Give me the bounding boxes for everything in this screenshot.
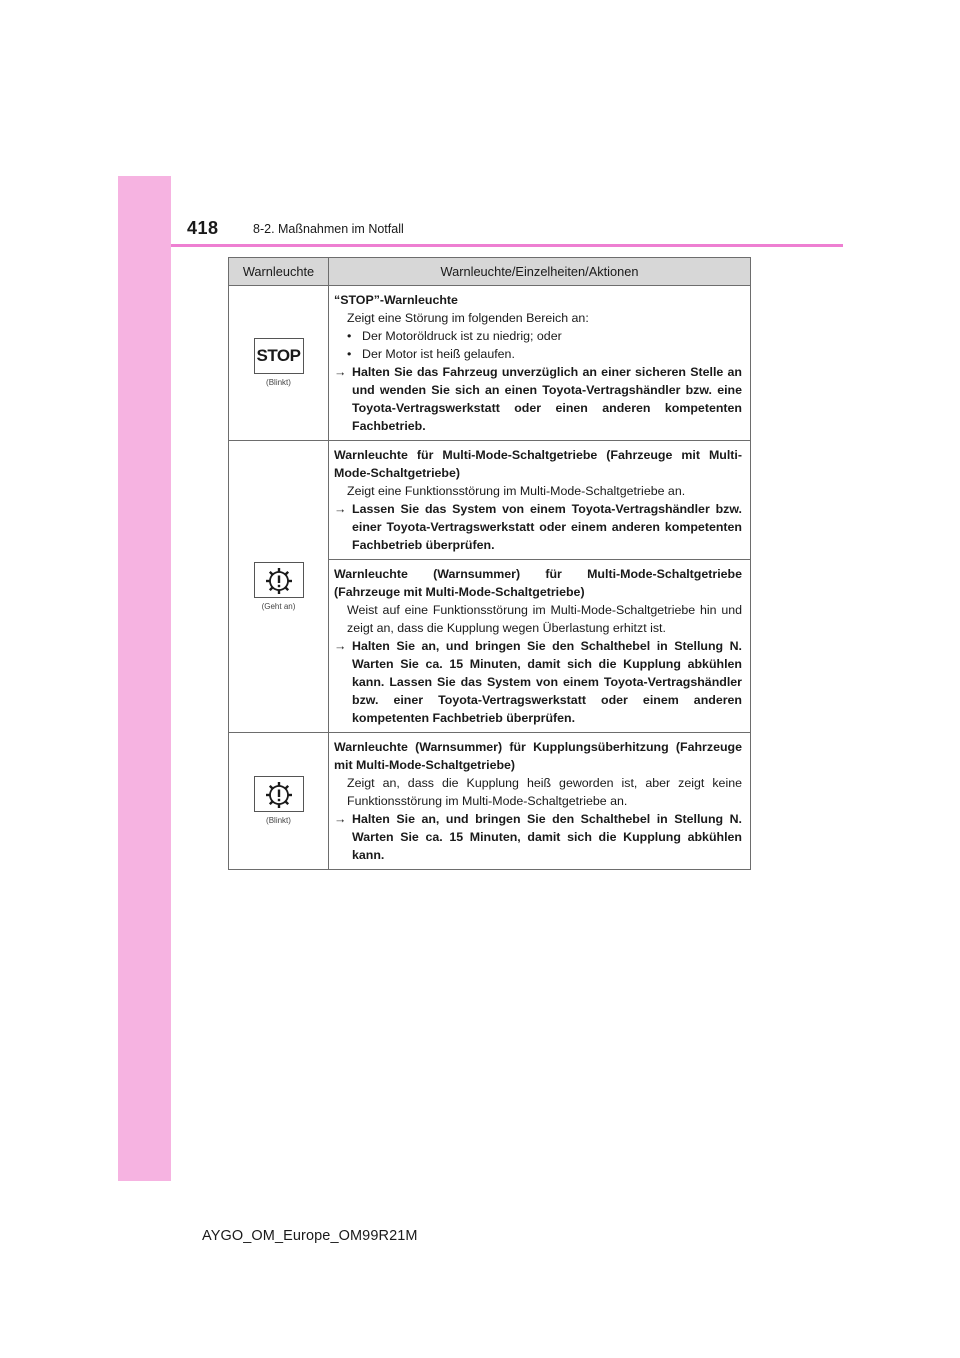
details-cell — [329, 560, 751, 733]
warning-description: Zeigt eine Funktionsstörung im Multi-Mode-Schaltgetriebe an. — [347, 484, 686, 498]
lamp-cell — [229, 286, 329, 441]
warning-title: Warnleuchte für Multi-Mode-Schaltgetriebe (Fahrzeuge mit Multi-Mode-Schaltgetriebe) — [334, 448, 742, 480]
arrow-right-icon: → — [334, 365, 347, 379]
table-header-row — [229, 258, 751, 286]
gear-warning-icon — [254, 562, 304, 598]
warning-title: Warnleuchte (Warnsummer) für Multi-Mode-Schaltgetriebe (Fahrzeuge mit Multi-Mode-Schaltgetriebe) — [334, 567, 742, 599]
warning-action: → Halten Sie an, und bringen Sie den Schalthebel in Stellung N. Warten Sie ca. 15 Minuten, damit sich die Kupplung abkühlen kann. Lassen Sie das System von einem Toyota-Vertragshändler bzw. einer Toyota-Vertragswerkstatt oder einem anderen kompetenten Fachbetrieb überprüfen. — [334, 639, 742, 725]
page-number: 418 — [187, 218, 219, 238]
column-header-lamp: Warnleuchte — [229, 258, 329, 286]
warning-action: → Halten Sie das Fahrzeug unverzüglich an einer sicheren Stelle an und wenden Sie sich an einen Toyota-Vertragshändler bzw. eine Toyota-Vertragswerkstatt oder einen anderen kompetenten Fachbetrieb. — [334, 365, 742, 433]
lamp-cell — [229, 441, 329, 733]
warning-title: “STOP”-Warnleuchte — [334, 293, 458, 307]
list-item: • Der Motoröldruck ist zu niedrig; oder — [347, 329, 562, 343]
details-cell — [329, 733, 751, 870]
lamp-state: (Blinkt) — [266, 816, 291, 825]
stop-warning-icon — [254, 338, 304, 374]
gear-warning-icon — [254, 776, 304, 812]
table-row — [229, 441, 751, 560]
document-code: AYGO_OM_Europe_OM99R21M — [202, 1228, 418, 1244]
warning-description: Weist auf eine Funktionsstörung im Multi-Mode-Schaltgetriebe hin und zeigt an, dass die Kupplung wegen Überlastung erhitzt ist. — [347, 603, 742, 635]
table-row — [229, 286, 751, 441]
lamp-cell — [229, 733, 329, 870]
arrow-right-icon: → — [334, 639, 347, 653]
side-tab-band — [118, 176, 171, 1181]
details-cell — [329, 441, 751, 560]
arrow-right-icon: → — [334, 812, 347, 826]
list-item: • Der Motor ist heiß gelaufen. — [347, 347, 515, 361]
header-rule — [171, 244, 843, 247]
warning-action: → Halten Sie an, und bringen Sie den Schalthebel in Stellung N. Warten Sie ca. 15 Minuten, damit sich die Kupplung abkühlen kann. — [334, 812, 742, 862]
lamp-state: (Blinkt) — [266, 378, 291, 387]
details-cell — [329, 286, 751, 441]
stop-symbol-text: STOP — [256, 346, 301, 365]
warning-description: Zeigt an, dass die Kupplung heiß geworden ist, aber zeigt keine Funktionsstörung im Multi-Mode-Schaltgetriebe an. — [347, 776, 742, 808]
warning-lights-table — [228, 257, 751, 870]
arrow-right-icon: → — [334, 502, 347, 516]
table-row — [229, 733, 751, 870]
warning-description: Zeigt eine Störung im folgenden Bereich an: — [347, 311, 589, 325]
warning-title: Warnleuchte (Warnsummer) für Kupplungsüberhitzung (Fahrzeuge mit Multi-Mode-Schaltgetriebe) — [334, 740, 742, 772]
section-title: 8-2. Maßnahmen im Notfall — [253, 222, 404, 236]
column-header-details: Warnleuchte/Einzelheiten/Aktionen — [329, 258, 751, 286]
lamp-state: (Geht an) — [261, 601, 296, 611]
warning-action: → Lassen Sie das System von einem Toyota-Vertragshändler bzw. einer Toyota-Vertragswerkstatt oder einem anderen kompetenten Fachbetrieb überprüfen. — [334, 502, 742, 552]
